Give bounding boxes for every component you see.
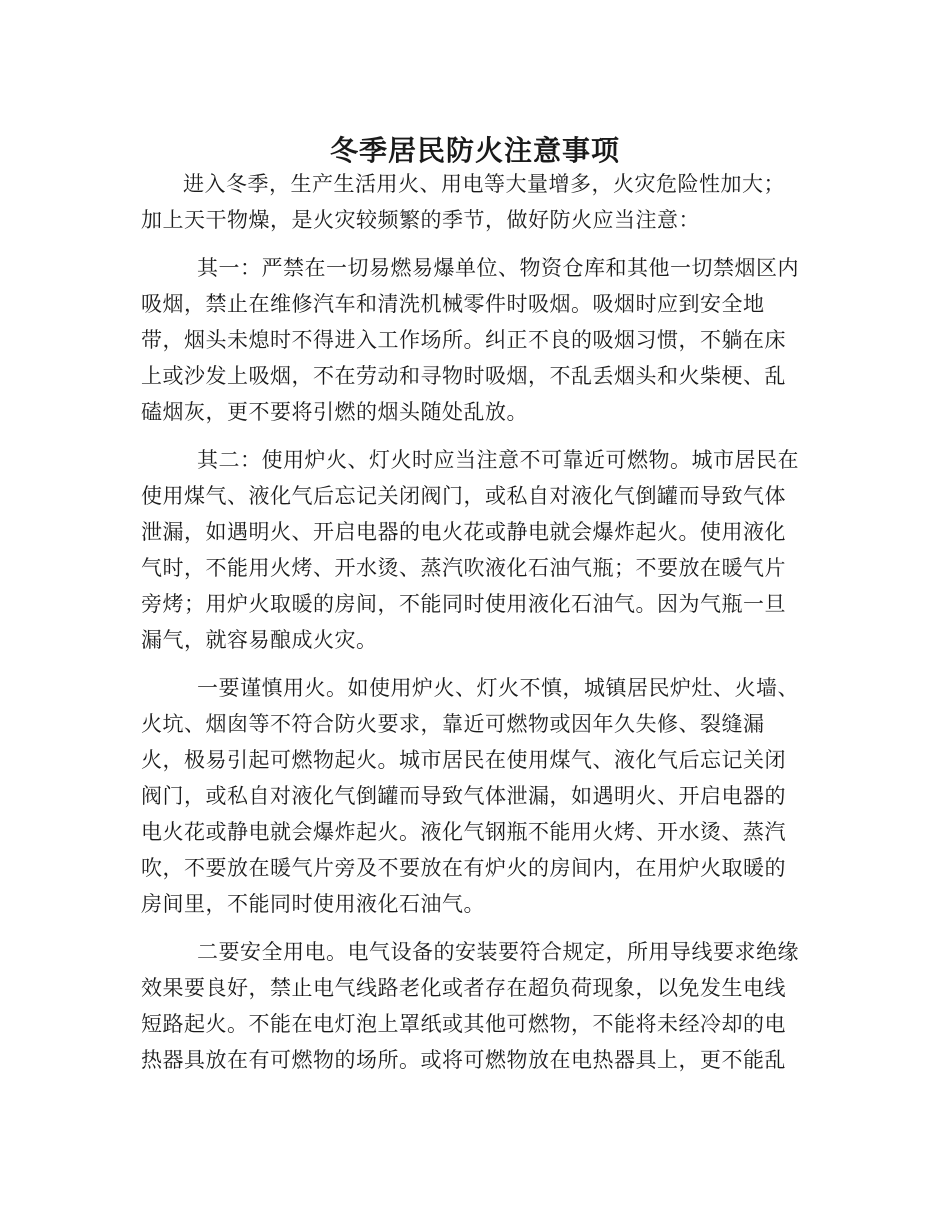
paragraph-item-2: 其二：使用炉火、灯火时应当注意不可靠近可燃物。城市居民在使用煤气、液化气后忘记关闭阀门，或私自对液化气倒罐而导致气体泄漏，如遇明火、开启电器的电火花或静电就会爆炸起火。使用液化气时，不能用火烤、开水烫、蒸汽吹液化石油气瓶；不要放在暖气片旁烤；用炉火取暖的房间，不能同时使用液化石油气。因为气瓶一旦漏气，就容易酿成火灾。: [141, 448, 799, 652]
page-title: 冬季居民防火注意事项: [329, 133, 620, 167]
document-body: [141, 166, 806, 1090]
paragraph-safe-electricity: 二要安全用电。电气设备的安装要符合规定，所用导线要求绝缘效果要良好，禁止电气线路老化或者存在超负荷现象，以免发生电线短路起火。不能在电灯泡上罩纸或其他可燃物，不能将未经冷却的电热器具放在有可燃物的场所。或将可燃物放在电热器具上，更不能乱: [141, 940, 799, 1072]
paragraph-careful-fire-use: 一要谨慎用火。如使用炉火、灯火不慎，城镇居民炉灶、火墙、火坑、烟囱等不符合防火要求，靠近可燃物或因年久失修、裂缝漏火，极易引起可燃物起火。城市居民在使用煤气、液化气后忘记关闭阀门，或私自对液化气倒罐而导致气体泄漏，如遇明火、开启电器的电火花或静电就会爆炸起火。液化气钢瓶不能用火烤、开水烫、蒸汽吹，不要放在暖气片旁及不要放在有炉火的房间内，在用炉火取暖的房间里，不能同时使用液化石油气。: [141, 676, 799, 916]
intro-paragraph: 进入冬季，生产生活用火、用电等大量增多，火灾危险性加大；加上天干物燥，是火灾较频繁的季节，做好防火应当注意：: [141, 172, 785, 232]
paragraph-item-1: 其一：严禁在一切易燃易爆单位、物资仓库和其他一切禁烟区内吸烟，禁止在维修汽车和清洗机械零件时吸烟。吸烟时应到安全地带，烟头未熄时不得进入工作场所。纠正不良的吸烟习惯，不躺在床上或沙发上吸烟，不在劳动和寻物时吸烟，不乱丢烟头和火柴梗、乱磕烟灰，更不要将引燃的烟头随处乱放。: [141, 256, 799, 424]
